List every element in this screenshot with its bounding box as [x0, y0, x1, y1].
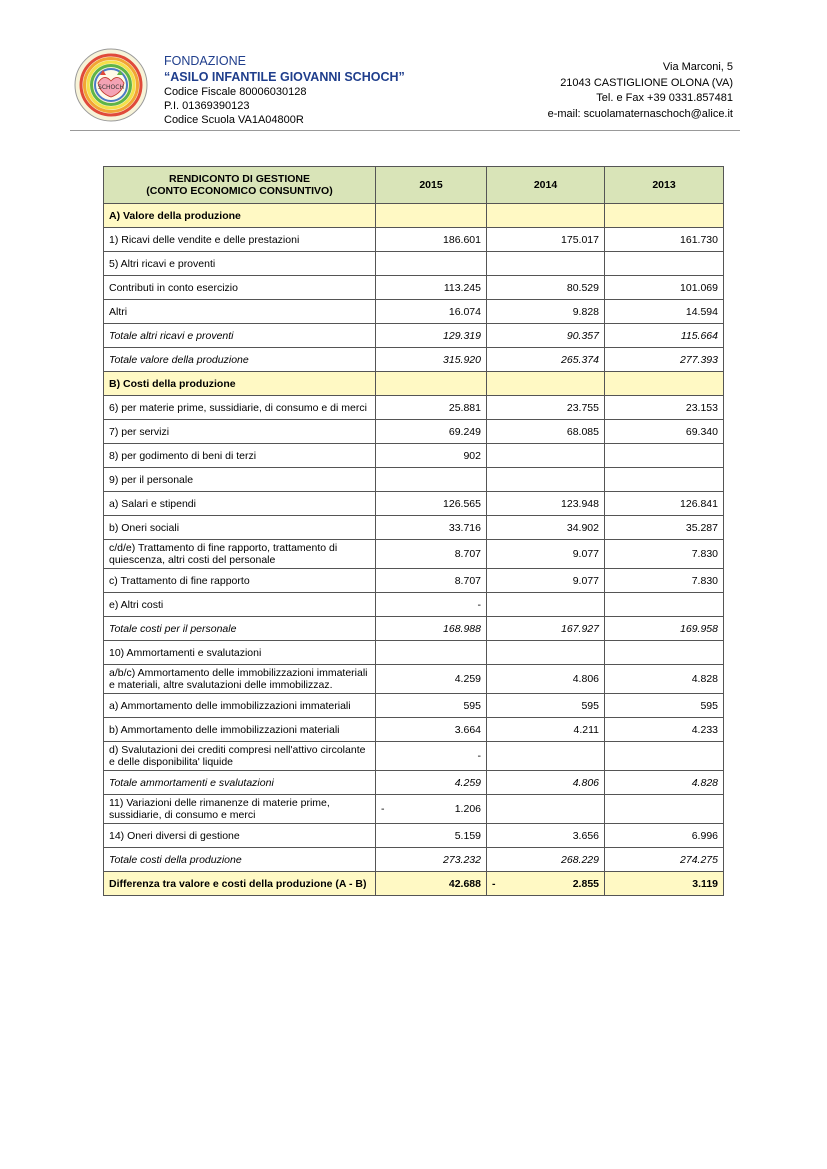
table-row	[104, 824, 724, 848]
table-row	[104, 516, 724, 540]
value-cell: 4.259	[376, 771, 487, 795]
value-cell: 161.730	[605, 228, 724, 252]
value-cell	[487, 593, 605, 617]
table-row	[104, 694, 724, 718]
value-cell: 315.920	[376, 348, 487, 372]
value-cell	[605, 468, 724, 492]
org-name-line2: “ASILO INFANTILE GIOVANNI SCHOCH”	[164, 70, 405, 84]
value-cell	[605, 444, 724, 468]
value-cell	[487, 372, 605, 396]
value-cell: 4.806	[487, 665, 605, 694]
value-cell	[376, 204, 487, 228]
value-cell: 277.393	[605, 348, 724, 372]
value-cell: 126.841	[605, 492, 724, 516]
row-label: Totale altri ricavi e proventi	[104, 324, 376, 348]
value-cell: 129.319	[376, 324, 487, 348]
value-cell	[487, 872, 605, 896]
row-label: 14) Oneri diversi di gestione	[104, 824, 376, 848]
value-cell	[605, 593, 724, 617]
table-row	[104, 396, 724, 420]
value-cell: 595	[376, 694, 487, 718]
table-row	[104, 300, 724, 324]
table-row	[104, 276, 724, 300]
negative-sign: -	[381, 803, 385, 815]
value-cell: 4.828	[605, 771, 724, 795]
value-cell: 68.085	[487, 420, 605, 444]
value-cell	[605, 204, 724, 228]
value-cell: 268.229	[487, 848, 605, 872]
value-cell: 6.996	[605, 824, 724, 848]
value-cell: 4.211	[487, 718, 605, 742]
table-header-row	[104, 167, 724, 204]
value-cell: 9.077	[487, 540, 605, 569]
row-label: Totale ammortamenti e svalutazioni	[104, 771, 376, 795]
row-label: a) Salari e stipendi	[104, 492, 376, 516]
value-cell: 101.069	[605, 276, 724, 300]
address: Via Marconi, 5	[662, 61, 733, 73]
value-cell: 902	[376, 444, 487, 468]
value-cell: -	[376, 742, 487, 771]
table-row	[104, 540, 724, 569]
row-label: a/b/c) Ammortamento delle immobilizzazioni immateriali e materiali, altre svalutazioni delle immobilizzaz.	[104, 665, 376, 694]
value-cell: 175.017	[487, 228, 605, 252]
value-cell: 69.340	[605, 420, 724, 444]
value-cell: 7.830	[605, 569, 724, 593]
row-label: Altri	[104, 300, 376, 324]
total-row	[104, 348, 724, 372]
table-row	[104, 718, 724, 742]
row-label: c) Trattamento di fine rapporto	[104, 569, 376, 593]
value-cell: 113.245	[376, 276, 487, 300]
row-label: 5) Altri ricavi e proventi	[104, 252, 376, 276]
email: e-mail: scuolamaternaschoch@alice.it	[547, 107, 733, 120]
header-year: 2014	[487, 167, 605, 204]
row-label: 8) per godimento di beni di terzi	[104, 444, 376, 468]
value-cell: 167.927	[487, 617, 605, 641]
section-row	[104, 372, 724, 396]
value-cell: 126.565	[376, 492, 487, 516]
header-year: 2013	[605, 167, 724, 204]
total-row	[104, 617, 724, 641]
difference-row	[104, 872, 724, 896]
table-row	[104, 420, 724, 444]
value-cell	[487, 795, 605, 824]
value-cell	[487, 252, 605, 276]
value-cell: 273.232	[376, 848, 487, 872]
value-cell: 42.688	[376, 872, 487, 896]
contact-block	[548, 60, 733, 122]
table-row	[104, 593, 724, 617]
org-header	[164, 54, 405, 127]
value-cell: 265.374	[487, 348, 605, 372]
value-cell: 69.249	[376, 420, 487, 444]
value-cell: 115.664	[605, 324, 724, 348]
row-label: 10) Ammortamenti e svalutazioni	[104, 641, 376, 665]
value-cell: 9.077	[487, 569, 605, 593]
value-cell: 14.594	[605, 300, 724, 324]
value-cell	[376, 252, 487, 276]
value-cell	[376, 372, 487, 396]
city: 21043 CASTIGLIONE OLONA (VA)	[560, 76, 733, 89]
value-cell	[376, 468, 487, 492]
value-cell	[376, 641, 487, 665]
row-label: 9) per il personale	[104, 468, 376, 492]
value-cell: 9.828	[487, 300, 605, 324]
total-row	[104, 771, 724, 795]
row-label: a) Ammortamento delle immobilizzazioni immateriali	[104, 694, 376, 718]
value-cell: 5.159	[376, 824, 487, 848]
table-row	[104, 795, 724, 824]
value-cell: 595	[605, 694, 724, 718]
row-label: Totale costi per il personale	[104, 617, 376, 641]
row-label: 11) Variazioni delle rimanenze di materie prime, sussidiarie, di consumo e merci	[104, 795, 376, 824]
value-cell	[487, 468, 605, 492]
row-label: A) Valore della produzione	[104, 204, 376, 228]
value-cell	[376, 795, 487, 824]
value-cell: 168.988	[376, 617, 487, 641]
row-label: c/d/e) Trattamento di fine rapporto, trattamento di quiescenza, altri costi del personale	[104, 540, 376, 569]
value-cell	[605, 372, 724, 396]
codice-scuola: Codice Scuola VA1A04800R	[164, 114, 304, 126]
svg-text:SCHOCH: SCHOCH	[98, 84, 124, 91]
row-label: 7) per servizi	[104, 420, 376, 444]
value-cell: 3.656	[487, 824, 605, 848]
row-label: Contributi in conto esercizio	[104, 276, 376, 300]
header-divider	[70, 130, 740, 131]
value-cell	[487, 444, 605, 468]
total-row	[104, 324, 724, 348]
section-row	[104, 204, 724, 228]
value-cell	[605, 742, 724, 771]
table-row	[104, 252, 724, 276]
total-row	[104, 848, 724, 872]
value-cell: 35.287	[605, 516, 724, 540]
value-cell: 80.529	[487, 276, 605, 300]
value-cell: 90.357	[487, 324, 605, 348]
table-row	[104, 641, 724, 665]
row-label: b) Ammortamento delle immobilizzazioni materiali	[104, 718, 376, 742]
value-cell: 16.074	[376, 300, 487, 324]
value-cell: 3.664	[376, 718, 487, 742]
value-cell: 4.806	[487, 771, 605, 795]
value-cell: 169.958	[605, 617, 724, 641]
header-title: RENDICONTO DI GESTIONE (CONTO ECONOMICO CONSUNTIVO)	[104, 167, 376, 204]
value-cell: 8.707	[376, 569, 487, 593]
value-cell: 3.119	[605, 872, 724, 896]
row-label: 1) Ricavi delle vendite e delle prestazioni	[104, 228, 376, 252]
value-cell: 33.716	[376, 516, 487, 540]
table-row	[104, 742, 724, 771]
partita-iva: P.I. 01369390123	[164, 100, 250, 112]
table-row	[104, 569, 724, 593]
value-text: 2.855	[572, 877, 599, 890]
table-row	[104, 468, 724, 492]
row-label: b) Oneri sociali	[104, 516, 376, 540]
row-label: d) Svalutazioni dei crediti compresi nell'attivo circolante e delle disponibilita' liquide	[104, 742, 376, 771]
table-row	[104, 228, 724, 252]
row-label: Differenza tra valore e costi della produzione (A - B)	[104, 872, 376, 896]
value-cell: -	[376, 593, 487, 617]
value-text: 1.206	[454, 803, 481, 815]
value-cell	[487, 742, 605, 771]
value-cell: 8.707	[376, 540, 487, 569]
negative-sign: -	[492, 877, 496, 890]
row-label: Totale valore della produzione	[104, 348, 376, 372]
row-label: e) Altri costi	[104, 593, 376, 617]
value-cell	[605, 252, 724, 276]
codice-fiscale: Codice Fiscale 80006030128	[164, 86, 307, 98]
value-cell: 4.233	[605, 718, 724, 742]
value-cell: 23.755	[487, 396, 605, 420]
table-row	[104, 444, 724, 468]
value-cell	[487, 641, 605, 665]
value-cell: 274.275	[605, 848, 724, 872]
income-statement-table	[103, 166, 724, 896]
school-logo	[72, 45, 150, 125]
table-row	[104, 492, 724, 516]
value-cell: 7.830	[605, 540, 724, 569]
value-cell: 186.601	[376, 228, 487, 252]
value-cell	[605, 795, 724, 824]
table-row	[104, 665, 724, 694]
row-label: 6) per materie prime, sussidiarie, di consumo e di merci	[104, 396, 376, 420]
value-cell: 4.259	[376, 665, 487, 694]
value-cell: 25.881	[376, 396, 487, 420]
value-cell: 4.828	[605, 665, 724, 694]
value-cell: 123.948	[487, 492, 605, 516]
value-cell	[487, 204, 605, 228]
value-cell: 23.153	[605, 396, 724, 420]
value-cell: 595	[487, 694, 605, 718]
value-cell: 34.902	[487, 516, 605, 540]
header-year: 2015	[376, 167, 487, 204]
phone: Tel. e Fax +39 0331.857481	[596, 92, 733, 104]
row-label: Totale costi della produzione	[104, 848, 376, 872]
value-cell	[605, 641, 724, 665]
org-name-line1: FONDAZIONE	[164, 54, 246, 68]
row-label: B) Costi della produzione	[104, 372, 376, 396]
